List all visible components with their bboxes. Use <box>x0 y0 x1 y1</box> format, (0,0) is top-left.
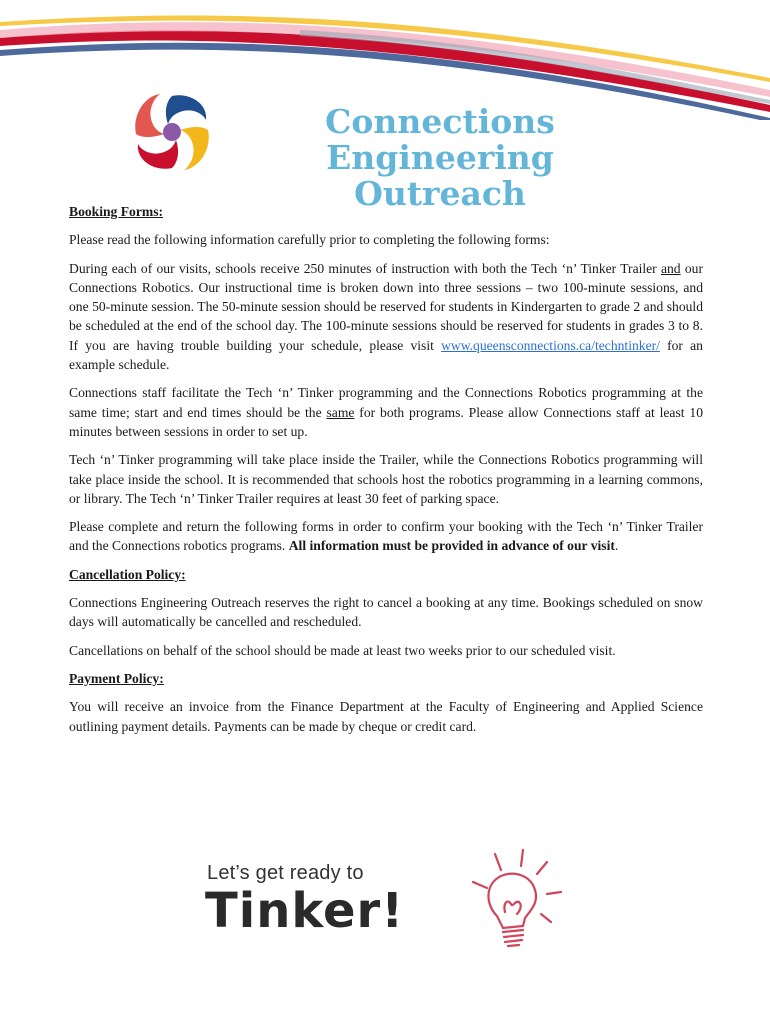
payment-paragraph: You will receive an invoice from the Finance Department at the Faculty of Engineering and Applied Science outlining payment details. Payments can be made by cheque or credit card. <box>69 699 703 734</box>
text-run: for an example schedule. <box>69 337 703 373</box>
text-run: Connections staff facilitate the Tech ‘n’ Tinker programming and the Connections Robotics programming at the same time; start and end times should be the <box>69 385 703 420</box>
document-body <box>69 202 703 745</box>
text-run: Please complete and return the following forms in order to confirm your booking with the Tech ‘n’ Tinker Trailer and the Connections robotics programs. <box>69 519 703 554</box>
organization-title-line1: Connections Engineering <box>325 102 555 177</box>
tinker-wordmark: Tinker! <box>205 883 405 939</box>
text-run: for both programs. Please allow Connections staff at least 10 minutes between sessions in order to set up. <box>69 404 703 439</box>
payment-policy-heading: Payment Policy: <box>69 670 164 686</box>
tinker-banner <box>205 862 470 937</box>
cancellation-paragraph-1: Connections Engineering Outreach reserves the right to cancel a booking at any time. Bookings scheduled on snow days will automatically be cancelled and rescheduled. <box>69 595 703 630</box>
lets-get-ready-text: Let’s get ready to <box>207 862 364 884</box>
return-forms-paragraph <box>69 517 703 556</box>
text-run: . <box>614 538 619 554</box>
organization-title-line2: Outreach <box>354 174 526 213</box>
cancellation-policy-heading: Cancellation Policy: <box>69 566 186 582</box>
underlined-and: and <box>660 260 681 276</box>
schedule-link[interactable]: www.queensconnections.ca/techntinker/ <box>441 337 660 353</box>
organization-title <box>220 104 660 212</box>
staff-paragraph <box>69 383 703 441</box>
underlined-same: same <box>326 404 355 420</box>
location-paragraph: Tech ‘n’ Tinker programming will take place inside the Trailer, while the Connections Robotics programming will take place inside the school. It is recommended that schools host the robotics programming in a learning commons, or library. The Tech ‘n’ Tinker Trailer requires at least 30 feet of parking space. <box>69 452 703 506</box>
instruction-time-paragraph <box>69 259 703 375</box>
lightbulb-icon <box>467 848 567 958</box>
text-run: During each of our visits, schools receive 250 minutes of instruction with both the Tech ‘n’ Tinker Trailer <box>69 260 661 276</box>
booking-intro-paragraph: Please read the following information carefully prior to completing the following forms: <box>69 232 550 248</box>
booking-forms-heading: Booking Forms: <box>69 204 164 219</box>
connections-logo-icon <box>130 90 214 174</box>
cancellation-paragraph-2: Cancellations on behalf of the school should be made at least two weeks prior to our scheduled visit. <box>69 642 616 658</box>
text-run: our Connections Robotics. Our instructional time is broken down into three sessions – two 100-minute sessions, and one 50-minute session. The 50-minute session should be reserved for students in Kindergarten to grade 2 and should be scheduled at the end of the school day. The 100-minute sessions should be reserved for students in grades 3 to 8. If you are having trouble building your schedule, please visit <box>69 260 703 353</box>
advance-notice-bold: All information must be provided in advance of our visit <box>288 538 615 554</box>
